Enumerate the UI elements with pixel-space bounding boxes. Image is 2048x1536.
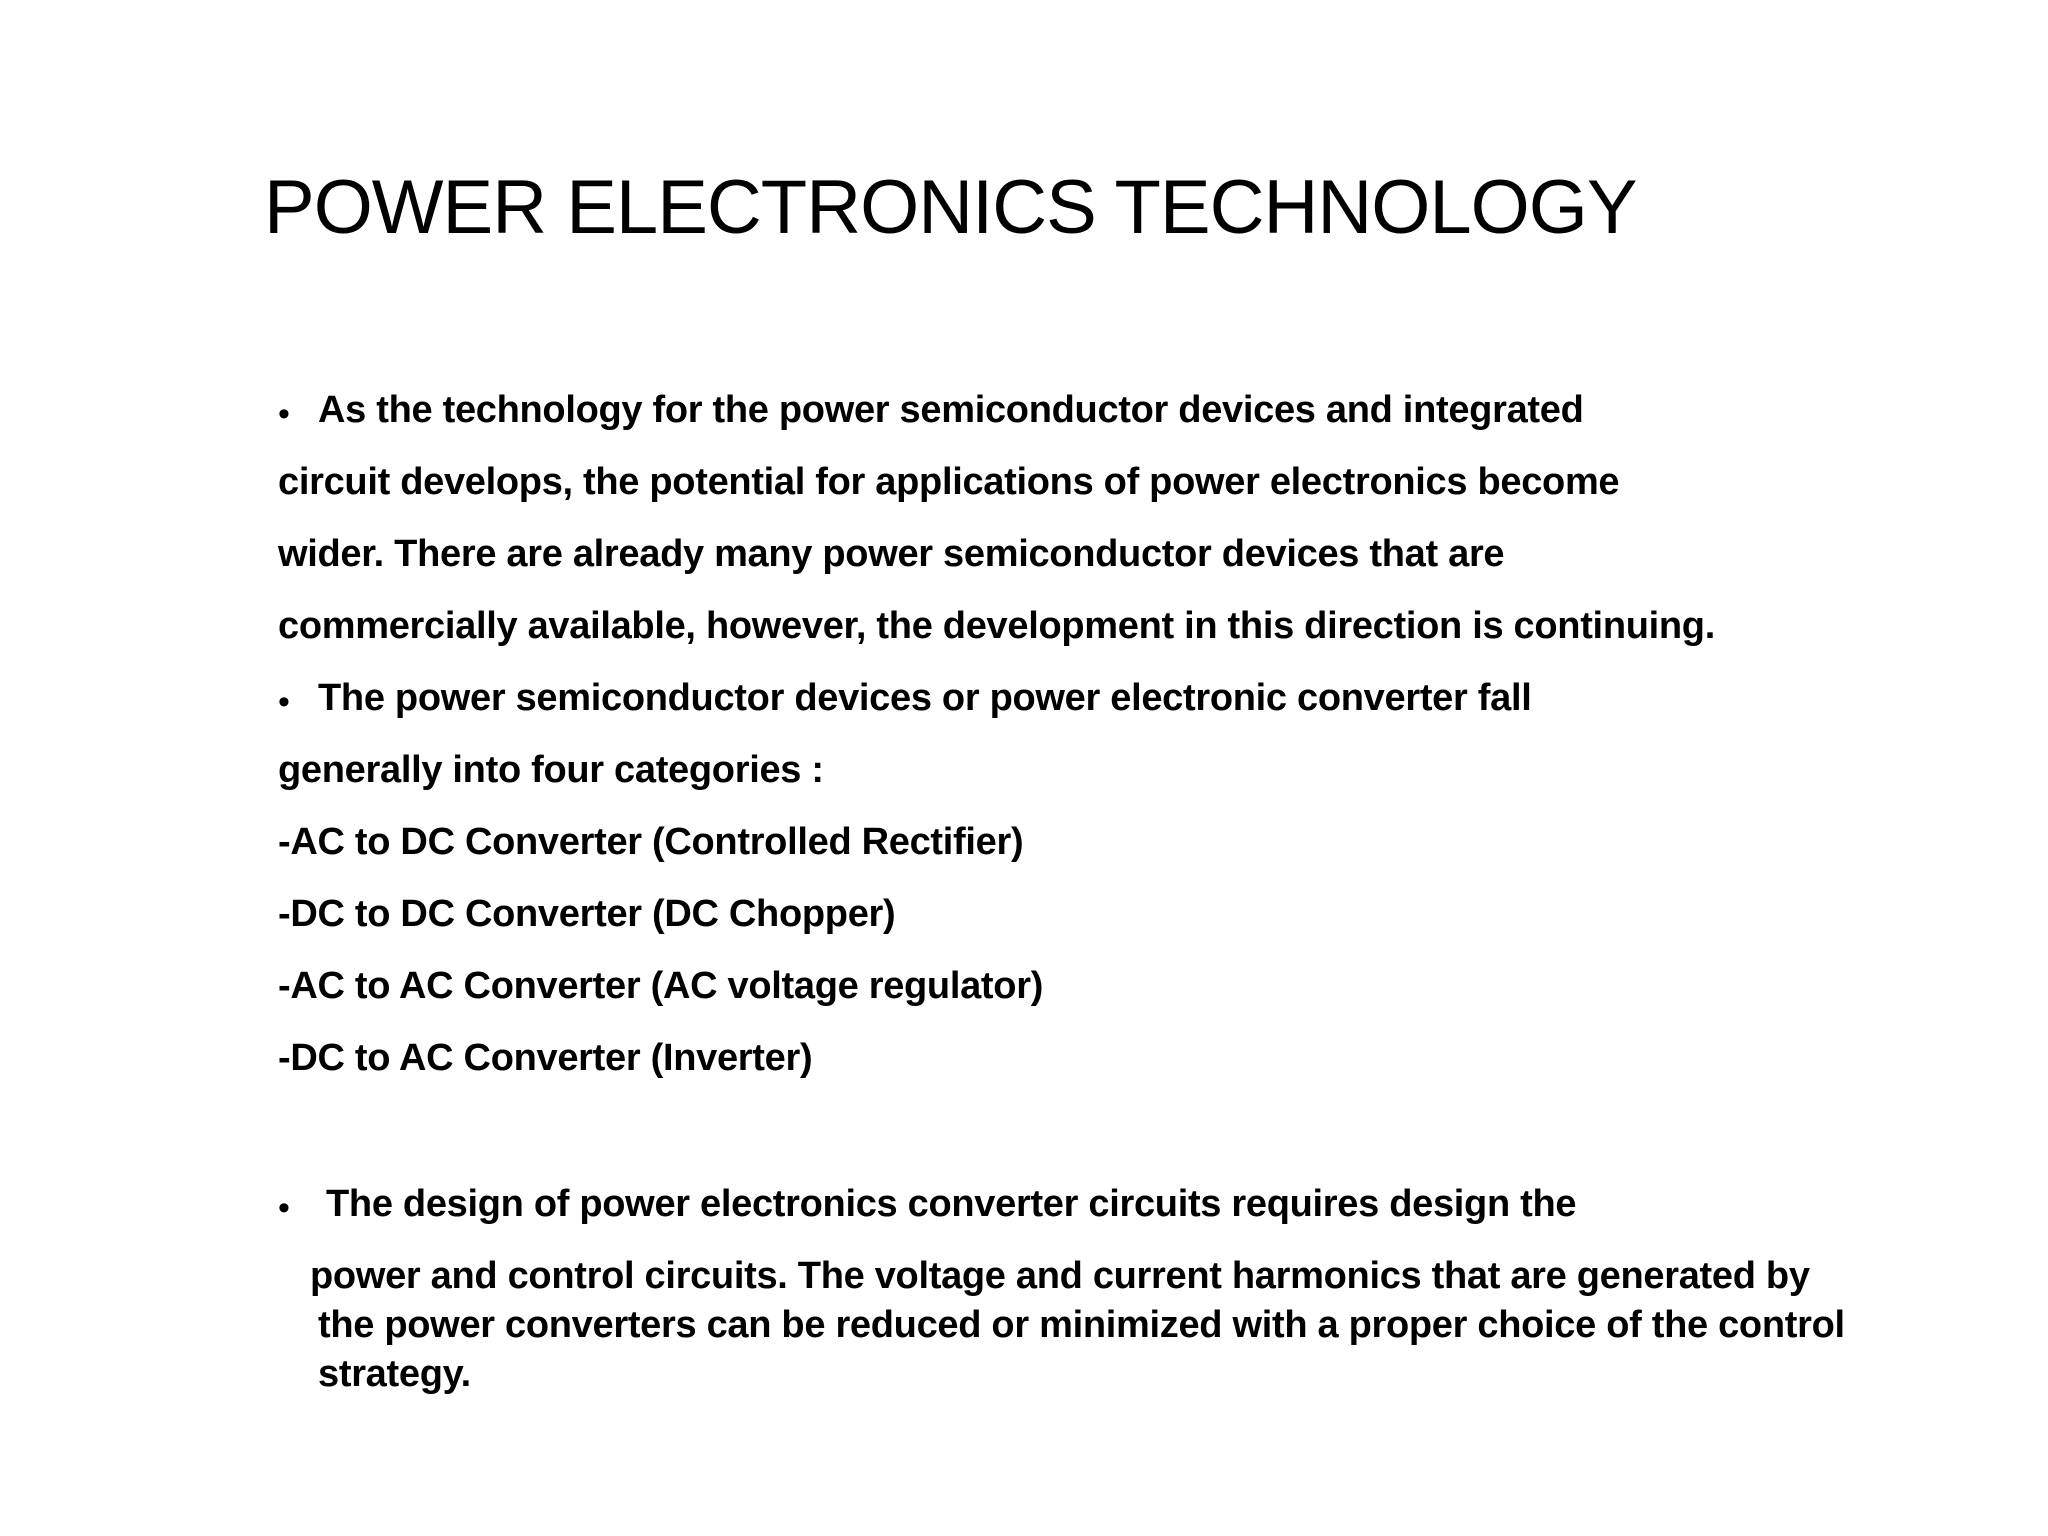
- paragraph3-line1: The design of power electronics converter circuits requires design the: [326, 1183, 1577, 1225]
- category-item-4: -DC to AC Converter (Inverter): [278, 1037, 813, 1079]
- paragraph2-line2: generally into four categories :: [278, 749, 824, 791]
- category-item-1: -AC to DC Converter (Controlled Rectifier): [278, 821, 1024, 863]
- category-item-2: -DC to DC Converter (DC Chopper): [278, 893, 896, 935]
- paragraph3-line4: strategy.: [318, 1353, 471, 1395]
- paragraph1-line1: As the technology for the power semiconductor devices and integrated: [318, 389, 1584, 431]
- bullet-3: •: [278, 1189, 290, 1227]
- category-item-3: -AC to AC Converter (AC voltage regulator): [278, 965, 1044, 1007]
- paragraph3-line2: power and control circuits. The voltage and current harmonics that are generated by: [310, 1255, 1810, 1297]
- paragraph1-line4: commercially available, however, the development in this direction is continuing.: [278, 605, 1715, 647]
- paragraph1-line3: wider. There are already many power semiconductor devices that are: [278, 533, 1505, 575]
- paragraph2-line1: The power semiconductor devices or power electronic converter fall: [318, 677, 1532, 719]
- paragraph1-line2: circuit develops, the potential for applications of power electronics become: [278, 461, 1620, 503]
- bullet-2: •: [278, 683, 290, 721]
- paragraph3-line3: the power converters can be reduced or minimized with a proper choice of the control: [318, 1304, 1845, 1346]
- bullet-1: •: [278, 395, 290, 433]
- slide-title: POWER ELECTRONICS TECHNOLOGY: [264, 165, 1637, 250]
